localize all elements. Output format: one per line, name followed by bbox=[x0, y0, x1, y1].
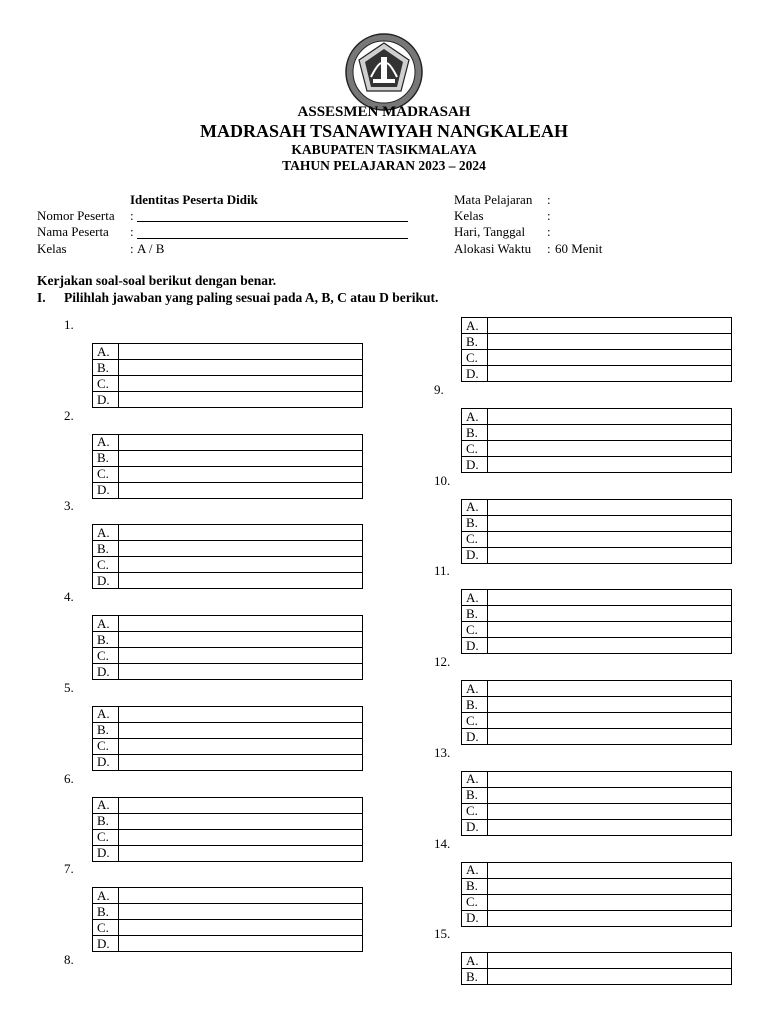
option-row bbox=[462, 681, 732, 697]
question-options bbox=[92, 797, 363, 862]
option-row bbox=[93, 664, 363, 680]
option-letter: C. bbox=[93, 466, 119, 482]
option-row bbox=[462, 894, 732, 910]
option-answer-cell[interactable] bbox=[119, 813, 363, 829]
option-answer-cell[interactable] bbox=[488, 499, 732, 515]
option-letter: A. bbox=[93, 525, 119, 541]
section-instruction: Pilihlah jawaban yang paling sesuai pada A, B, C atau D berikut. bbox=[64, 290, 439, 305]
school-name: MADRASAH TSANAWIYAH NANGKALEAH bbox=[199, 121, 569, 141]
option-row bbox=[93, 482, 363, 498]
option-answer-cell[interactable] bbox=[488, 318, 732, 334]
question-options bbox=[461, 952, 732, 985]
option-answer-cell[interactable] bbox=[119, 525, 363, 541]
option-letter: C. bbox=[462, 803, 488, 819]
option-row bbox=[462, 409, 732, 425]
question-number: 15. bbox=[434, 926, 451, 942]
option-letter: A. bbox=[462, 862, 488, 878]
option-answer-cell[interactable] bbox=[488, 969, 732, 985]
option-answer-cell[interactable] bbox=[488, 531, 732, 547]
question-options bbox=[92, 887, 363, 952]
option-letter: A. bbox=[93, 797, 119, 813]
option-row bbox=[93, 706, 363, 722]
question-number: 7. bbox=[64, 861, 74, 877]
option-answer-cell[interactable] bbox=[119, 360, 363, 376]
option-letter: D. bbox=[462, 547, 488, 563]
option-letter: D. bbox=[462, 819, 488, 835]
option-answer-cell[interactable] bbox=[488, 910, 732, 926]
option-letter: C. bbox=[462, 622, 488, 638]
option-answer-cell[interactable] bbox=[488, 862, 732, 878]
option-row bbox=[93, 936, 363, 952]
header-academic-year: TAHUN PELAJARAN 2023 – 2024 bbox=[282, 158, 486, 173]
question-number: 10. bbox=[434, 472, 451, 488]
option-row bbox=[462, 729, 732, 745]
option-letter: D. bbox=[93, 392, 119, 408]
option-answer-cell[interactable] bbox=[119, 888, 363, 904]
question-options bbox=[461, 680, 732, 745]
option-answer-cell[interactable] bbox=[488, 681, 732, 697]
option-letter: D. bbox=[462, 910, 488, 926]
option-answer-cell[interactable] bbox=[119, 376, 363, 392]
question-number: 9. bbox=[434, 382, 444, 397]
question-number: 1. bbox=[64, 317, 74, 332]
value-kelas-left: A / B bbox=[137, 241, 165, 256]
option-answer-cell[interactable] bbox=[488, 590, 732, 606]
option-row bbox=[462, 878, 732, 894]
option-letter: A. bbox=[93, 888, 119, 904]
option-row bbox=[462, 499, 732, 515]
option-row bbox=[93, 920, 363, 936]
option-letter: D. bbox=[93, 754, 119, 770]
option-row bbox=[93, 360, 363, 376]
question-number: 4. bbox=[64, 589, 74, 605]
option-answer-cell[interactable] bbox=[488, 953, 732, 969]
option-letter: A. bbox=[462, 409, 488, 425]
option-answer-cell[interactable] bbox=[488, 729, 732, 745]
option-letter: B. bbox=[462, 969, 488, 985]
option-letter: D. bbox=[462, 366, 488, 382]
option-row bbox=[93, 557, 363, 573]
option-row bbox=[93, 392, 363, 408]
option-letter: A. bbox=[93, 706, 119, 722]
question-number: 12. bbox=[434, 654, 451, 670]
option-row bbox=[462, 425, 732, 441]
option-letter: B. bbox=[462, 787, 488, 803]
option-letter: A. bbox=[462, 318, 488, 334]
option-row bbox=[462, 819, 732, 835]
option-answer-cell[interactable] bbox=[119, 754, 363, 770]
question-options bbox=[461, 499, 732, 564]
question-options bbox=[461, 589, 732, 654]
option-row bbox=[462, 638, 732, 654]
option-letter: C. bbox=[462, 713, 488, 729]
option-answer-cell[interactable] bbox=[119, 829, 363, 845]
question-number: 13. bbox=[434, 744, 451, 760]
option-answer-cell[interactable] bbox=[488, 606, 732, 622]
option-answer-cell[interactable] bbox=[488, 515, 732, 531]
option-answer-cell[interactable] bbox=[488, 638, 732, 654]
sep-nama-peserta: : bbox=[130, 224, 134, 239]
option-letter: C. bbox=[93, 829, 119, 845]
question-number: 11. bbox=[434, 563, 450, 579]
option-answer-cell[interactable] bbox=[488, 547, 732, 563]
option-row bbox=[93, 616, 363, 632]
option-row bbox=[93, 525, 363, 541]
option-row bbox=[462, 334, 732, 350]
option-answer-cell[interactable] bbox=[488, 697, 732, 713]
label-nomor-peserta: Nomor Peserta bbox=[37, 208, 115, 223]
option-answer-cell[interactable] bbox=[488, 894, 732, 910]
option-letter: C. bbox=[93, 376, 119, 392]
option-row bbox=[462, 697, 732, 713]
option-letter: D. bbox=[462, 457, 488, 473]
option-letter: C. bbox=[462, 894, 488, 910]
option-letter: B. bbox=[462, 878, 488, 894]
option-row bbox=[93, 541, 363, 557]
option-row bbox=[462, 366, 732, 382]
question-number: 14. bbox=[434, 835, 451, 851]
option-letter: A. bbox=[93, 616, 119, 632]
option-answer-cell[interactable] bbox=[119, 616, 363, 632]
option-letter: B. bbox=[93, 541, 119, 557]
nama-peserta-line[interactable] bbox=[137, 238, 408, 239]
option-row bbox=[462, 622, 732, 638]
sep-alokasi-waktu: : bbox=[547, 241, 551, 256]
option-row bbox=[93, 888, 363, 904]
option-answer-cell[interactable] bbox=[119, 845, 363, 861]
option-letter: B. bbox=[93, 813, 119, 829]
option-letter: A. bbox=[462, 590, 488, 606]
label-hari-tanggal: Hari, Tanggal bbox=[454, 224, 526, 239]
option-letter: C. bbox=[462, 531, 488, 547]
option-letter: B. bbox=[462, 697, 488, 713]
option-letter: A. bbox=[462, 681, 488, 697]
option-answer-cell[interactable] bbox=[119, 797, 363, 813]
option-row bbox=[93, 738, 363, 754]
option-row bbox=[462, 531, 732, 547]
option-answer-cell[interactable] bbox=[488, 334, 732, 350]
sep-hari-tanggal: : bbox=[547, 224, 551, 239]
option-letter: C. bbox=[462, 441, 488, 457]
option-row bbox=[462, 515, 732, 531]
option-answer-cell[interactable] bbox=[119, 434, 363, 450]
option-letter: A. bbox=[462, 499, 488, 515]
option-answer-cell[interactable] bbox=[119, 664, 363, 680]
option-row bbox=[462, 606, 732, 622]
option-letter: B. bbox=[93, 450, 119, 466]
option-answer-cell[interactable] bbox=[119, 541, 363, 557]
option-answer-cell[interactable] bbox=[119, 920, 363, 936]
option-letter: A. bbox=[462, 953, 488, 969]
option-answer-cell[interactable] bbox=[488, 878, 732, 894]
option-letter: B. bbox=[462, 606, 488, 622]
option-letter: D. bbox=[462, 729, 488, 745]
option-row bbox=[462, 590, 732, 606]
question-options bbox=[92, 524, 363, 589]
option-answer-cell[interactable] bbox=[488, 366, 732, 382]
question-number: 5. bbox=[64, 679, 74, 695]
option-letter: B. bbox=[462, 334, 488, 350]
option-row bbox=[462, 910, 732, 926]
option-row bbox=[462, 713, 732, 729]
sep-kelas-right: : bbox=[547, 208, 551, 223]
option-answer-cell[interactable] bbox=[488, 819, 732, 835]
option-letter: D. bbox=[93, 845, 119, 861]
question-options bbox=[92, 343, 363, 408]
label-kelas-right: Kelas bbox=[454, 208, 484, 223]
option-row bbox=[462, 803, 732, 819]
option-row bbox=[93, 829, 363, 845]
option-answer-cell[interactable] bbox=[119, 632, 363, 648]
sep-kelas-left: : bbox=[130, 241, 134, 256]
option-answer-cell[interactable] bbox=[488, 425, 732, 441]
question-options bbox=[461, 408, 732, 473]
option-row bbox=[93, 450, 363, 466]
sep-mata-pelajaran: : bbox=[547, 192, 551, 207]
option-answer-cell[interactable] bbox=[488, 350, 732, 366]
option-row bbox=[462, 771, 732, 787]
sep-nomor-peserta: : bbox=[130, 208, 134, 223]
option-row bbox=[93, 344, 363, 360]
option-letter: B. bbox=[462, 425, 488, 441]
header-district: KABUPATEN TASIKMALAYA bbox=[291, 142, 477, 157]
option-letter: A. bbox=[462, 771, 488, 787]
option-letter: B. bbox=[93, 904, 119, 920]
option-row bbox=[93, 573, 363, 589]
option-row bbox=[462, 318, 732, 334]
option-letter: A. bbox=[93, 344, 119, 360]
option-answer-cell[interactable] bbox=[119, 706, 363, 722]
option-row bbox=[462, 787, 732, 803]
option-letter: D. bbox=[462, 638, 488, 654]
option-answer-cell[interactable] bbox=[119, 936, 363, 952]
option-answer-cell[interactable] bbox=[119, 722, 363, 738]
option-row bbox=[93, 434, 363, 450]
label-mata-pelajaran: Mata Pelajaran bbox=[454, 192, 533, 207]
option-answer-cell[interactable] bbox=[488, 441, 732, 457]
option-answer-cell[interactable] bbox=[119, 482, 363, 498]
label-nama-peserta: Nama Peserta bbox=[37, 224, 109, 239]
option-letter: B. bbox=[93, 360, 119, 376]
option-answer-cell[interactable] bbox=[488, 457, 732, 473]
option-letter: C. bbox=[93, 648, 119, 664]
option-answer-cell[interactable] bbox=[488, 713, 732, 729]
nomor-peserta-line[interactable] bbox=[137, 221, 408, 222]
option-row bbox=[462, 457, 732, 473]
identity-heading: Identitas Peserta Didik bbox=[130, 192, 258, 207]
option-row bbox=[462, 953, 732, 969]
option-row bbox=[462, 441, 732, 457]
option-answer-cell[interactable] bbox=[119, 904, 363, 920]
option-answer-cell[interactable] bbox=[488, 622, 732, 638]
option-letter: C. bbox=[93, 557, 119, 573]
question-options bbox=[92, 706, 363, 771]
option-letter: B. bbox=[93, 722, 119, 738]
option-row bbox=[93, 797, 363, 813]
option-answer-cell[interactable] bbox=[488, 771, 732, 787]
option-letter: D. bbox=[93, 573, 119, 589]
option-row bbox=[93, 466, 363, 482]
value-alokasi-waktu: 60 Menit bbox=[555, 241, 603, 256]
option-answer-cell[interactable] bbox=[119, 392, 363, 408]
option-letter: D. bbox=[93, 664, 119, 680]
option-answer-cell[interactable] bbox=[119, 557, 363, 573]
option-answer-cell[interactable] bbox=[119, 648, 363, 664]
question-options bbox=[461, 771, 732, 836]
question-options bbox=[92, 615, 363, 680]
label-kelas-left: Kelas bbox=[37, 241, 67, 256]
section-number: I. bbox=[37, 290, 46, 305]
option-row bbox=[462, 969, 732, 985]
option-row bbox=[93, 376, 363, 392]
question-number: 6. bbox=[64, 770, 74, 786]
general-instruction: Kerjakan soal-soal berikut dengan benar. bbox=[37, 273, 277, 288]
question-number: 2. bbox=[64, 407, 74, 423]
question-options bbox=[92, 434, 363, 499]
madrasah-seal-icon bbox=[345, 33, 423, 111]
question-number: 3. bbox=[64, 498, 74, 514]
option-answer-cell[interactable] bbox=[119, 466, 363, 482]
option-row bbox=[462, 350, 732, 366]
label-alokasi-waktu: Alokasi Waktu bbox=[454, 241, 532, 256]
option-letter: B. bbox=[462, 515, 488, 531]
option-answer-cell[interactable] bbox=[119, 573, 363, 589]
option-answer-cell[interactable] bbox=[119, 738, 363, 754]
option-row bbox=[93, 648, 363, 664]
option-row bbox=[462, 862, 732, 878]
option-row bbox=[93, 813, 363, 829]
option-row bbox=[93, 904, 363, 920]
question-options bbox=[461, 317, 732, 382]
option-letter: B. bbox=[93, 632, 119, 648]
option-row bbox=[462, 547, 732, 563]
option-letter: D. bbox=[93, 936, 119, 952]
question-number: 8. bbox=[64, 951, 74, 967]
option-letter: A. bbox=[93, 434, 119, 450]
option-answer-cell[interactable] bbox=[119, 344, 363, 360]
option-row bbox=[93, 754, 363, 770]
option-answer-cell[interactable] bbox=[488, 409, 732, 425]
option-letter: D. bbox=[93, 482, 119, 498]
option-answer-cell[interactable] bbox=[488, 787, 732, 803]
option-letter: C. bbox=[462, 350, 488, 366]
option-answer-cell[interactable] bbox=[488, 803, 732, 819]
header-line-1: ASSESMEN MADRASAH bbox=[297, 104, 471, 120]
option-letter: C. bbox=[93, 738, 119, 754]
option-row bbox=[93, 632, 363, 648]
option-letter: C. bbox=[93, 920, 119, 936]
option-answer-cell[interactable] bbox=[119, 450, 363, 466]
option-row bbox=[93, 722, 363, 738]
question-options bbox=[461, 862, 732, 927]
option-row bbox=[93, 845, 363, 861]
